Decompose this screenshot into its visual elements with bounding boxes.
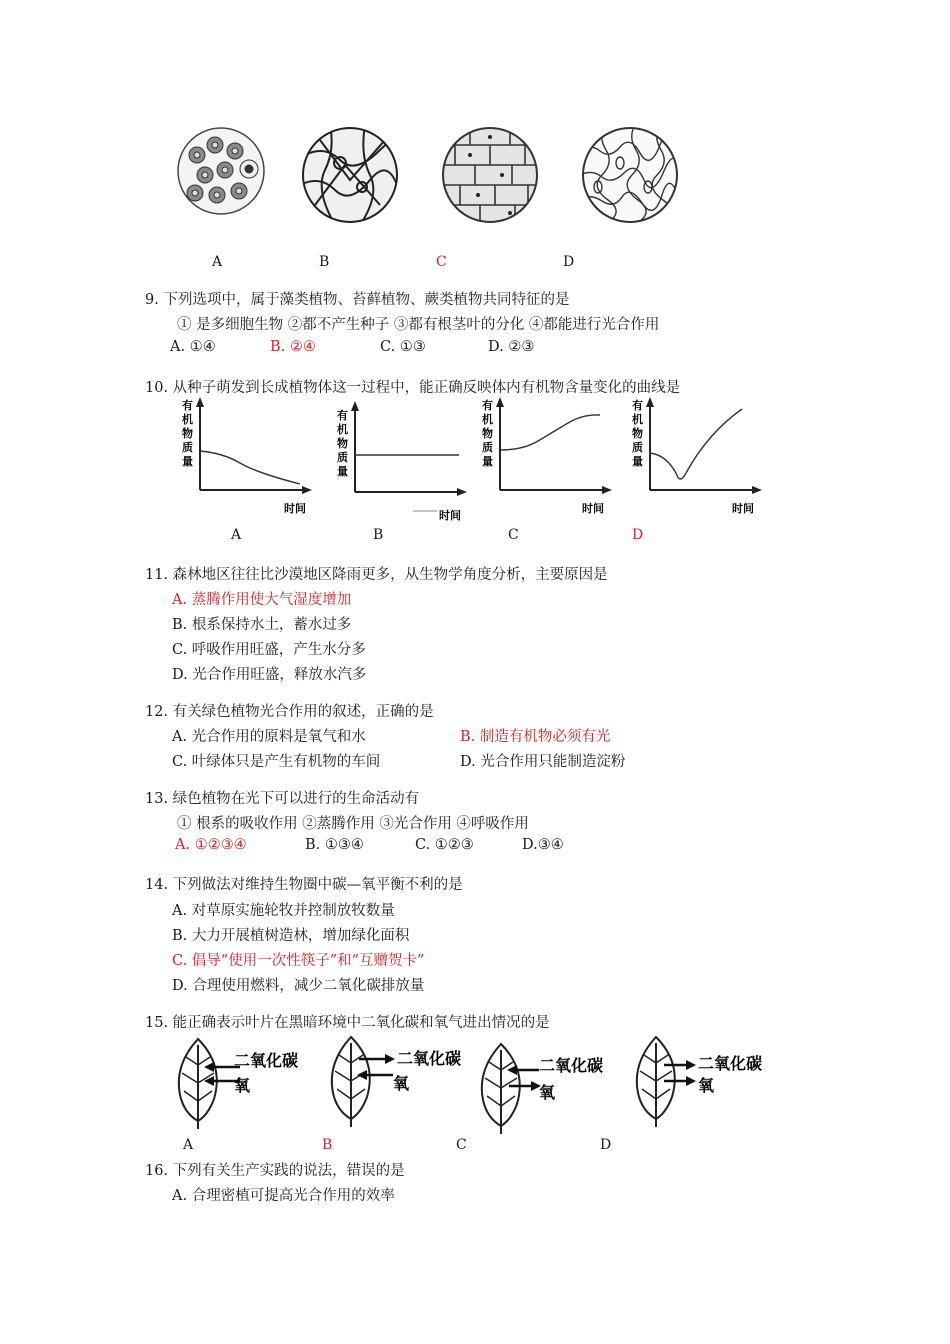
q13-statements: ① 根系的吸收作用 ②蒸腾作用 ③光合作用 ④呼吸作用 xyxy=(177,816,529,832)
q8-option-b[interactable]: B xyxy=(319,254,330,270)
q10c-ylabel-4: 量 xyxy=(482,455,493,468)
q8-option-c[interactable]: C xyxy=(436,254,447,270)
q10c-xlabel: 时间 xyxy=(582,502,604,515)
q14-option-b[interactable]: B. 大力开展植树造林，增加绿化面积 xyxy=(172,928,410,944)
q12-option-d[interactable]: D. 光合作用只能制造淀粉 xyxy=(460,754,626,770)
q14-option-c[interactable]: C. 倡导“使用一次性筷子”和“互赠贺卡” xyxy=(172,953,425,969)
q15-leaf-d xyxy=(628,1033,778,1128)
q10d-xlabel: 时间 xyxy=(732,502,754,515)
q13-option-b[interactable]: B. ①③④ xyxy=(305,837,364,853)
q8-option-d[interactable]: D xyxy=(563,254,575,270)
q10-option-a[interactable]: A xyxy=(231,527,242,543)
q10a-ylabel-1: 机 xyxy=(182,413,193,426)
q10-stem: 10. 从种子萌发到长成植物体这一过程中，能正确反映体内有机物含量变化的曲线是 xyxy=(145,380,681,396)
q11-option-b[interactable]: B. 根系保持水土，蓄水过多 xyxy=(172,617,352,633)
q11-option-d[interactable]: D. 光合作用旺盛，释放水汽多 xyxy=(172,667,367,683)
q15b-o2-label: 氧 xyxy=(393,1074,410,1093)
q13-stem: 13. 绿色植物在光下可以进行的生命活动有 xyxy=(145,791,420,807)
micrograph-onion-epidermis xyxy=(440,125,540,225)
q15c-co2-label: 二氧化碳 xyxy=(539,1056,604,1075)
q14-stem: 14. 下列做法对维持生物圈中碳—氧平衡不利的是 xyxy=(145,877,463,893)
q15a-o2-label: 氧 xyxy=(234,1076,251,1095)
q15d-o2-label: 氧 xyxy=(698,1076,715,1095)
q10c-ylabel-2: 物 xyxy=(482,427,493,440)
q15-leaf-a xyxy=(170,1035,320,1130)
q9-option-b[interactable]: B. ②④ xyxy=(270,339,316,355)
q10b-ylabel-0: 有 xyxy=(337,409,348,422)
q10-graph-a xyxy=(178,395,318,520)
q10-option-b[interactable]: B xyxy=(373,527,384,543)
q10-graph-d xyxy=(628,393,768,518)
q9-option-c[interactable]: C. ①③ xyxy=(380,339,426,355)
q10b-xlabel: 时间 xyxy=(439,509,461,522)
q9-option-a[interactable]: A. ①④ xyxy=(170,339,216,355)
q10a-xlabel: 时间 xyxy=(284,502,306,515)
q10d-ylabel-4: 量 xyxy=(632,455,643,468)
q13-option-c[interactable]: C. ①②③ xyxy=(415,837,474,853)
q10a-ylabel-0: 有 xyxy=(182,399,193,412)
q15-stem: 15. 能正确表示叶片在黑暗环境中二氧化碳和氧气进出情况的是 xyxy=(145,1015,550,1031)
q10d-ylabel-0: 有 xyxy=(632,399,643,412)
q13-option-a[interactable]: A. ①②③④ xyxy=(175,837,247,853)
q10b-ylabel-1: 机 xyxy=(337,423,348,436)
q10c-ylabel-0: 有 xyxy=(482,399,493,412)
q10-option-d[interactable]: D xyxy=(632,527,644,543)
q9-statements: ① 是多细胞生物 ②都不产生种子 ③都有根茎叶的分化 ④都能进行光合作用 xyxy=(177,317,660,333)
q12-option-c[interactable]: C. 叶绿体只是产生有机物的车间 xyxy=(172,754,381,770)
q9-stem: 9. 下列选项中，属于藻类植物、苔藓植物、蕨类植物共同特征的是 xyxy=(145,292,570,308)
q13-option-d[interactable]: D.③④ xyxy=(522,837,564,853)
q10c-ylabel-3: 质 xyxy=(482,441,493,454)
q16-stem: 16. 下列有关生产实践的说法，错误的是 xyxy=(145,1163,405,1179)
q10b-ylabel-2: 物 xyxy=(337,437,348,450)
q10a-ylabel-4: 量 xyxy=(182,455,193,468)
q10a-ylabel-3: 质 xyxy=(182,441,193,454)
q12-option-a[interactable]: A. 光合作用的原料是氧气和水 xyxy=(172,729,366,745)
q15-leaf-c xyxy=(473,1040,623,1135)
q14-option-d[interactable]: D. 合理使用燃料，减少二氧化碳排放量 xyxy=(172,978,425,994)
q15-option-d[interactable]: D xyxy=(600,1137,612,1153)
q10d-ylabel-1: 机 xyxy=(632,413,643,426)
micrograph-leaf-epidermis xyxy=(580,125,680,225)
q10-graph-c xyxy=(478,393,618,518)
q11-option-a[interactable]: A. 蒸腾作用使大气湿度增加 xyxy=(172,592,352,608)
q10-option-c[interactable]: C xyxy=(508,527,519,543)
q10a-ylabel-2: 物 xyxy=(182,427,193,440)
q15a-co2-label: 二氧化碳 xyxy=(234,1051,299,1070)
q10b-ylabel-4: 量 xyxy=(337,465,348,478)
q15b-co2-label: 二氧化碳 xyxy=(397,1049,462,1068)
q14-option-a[interactable]: A. 对草原实施轮牧并控制放牧数量 xyxy=(172,903,395,919)
q11-option-c[interactable]: C. 呼吸作用旺盛，产生水分多 xyxy=(172,642,366,658)
q8-option-a[interactable]: A xyxy=(212,254,223,270)
q9-option-d[interactable]: D. ②③ xyxy=(488,339,535,355)
q15-option-c[interactable]: C xyxy=(456,1137,467,1153)
q12-option-b[interactable]: B. 制造有机物必须有光 xyxy=(460,729,611,745)
q11-stem: 11. 森林地区往往比沙漠地区降雨更多，从生物学角度分析，主要原因是 xyxy=(145,567,608,583)
q12-stem: 12. 有关绿色植物光合作用的叙述，正确的是 xyxy=(145,704,434,720)
q15-option-b[interactable]: B xyxy=(322,1137,333,1153)
q15d-co2-label: 二氧化碳 xyxy=(698,1054,763,1073)
q15c-o2-label: 氧 xyxy=(539,1083,556,1102)
q10b-ylabel-3: 质 xyxy=(337,451,348,464)
q15-option-a[interactable]: A xyxy=(183,1137,194,1153)
micrograph-tissue-b xyxy=(300,125,400,225)
q15-leaf-b xyxy=(323,1033,473,1128)
q16-option-a[interactable]: A. 合理密植可提高光合作用的效率 xyxy=(172,1188,395,1204)
q10c-ylabel-1: 机 xyxy=(482,413,493,426)
micrograph-blood xyxy=(175,125,267,217)
q10d-ylabel-2: 物 xyxy=(632,427,643,440)
q10d-ylabel-3: 质 xyxy=(632,441,643,454)
q10-graph-b xyxy=(333,395,473,525)
